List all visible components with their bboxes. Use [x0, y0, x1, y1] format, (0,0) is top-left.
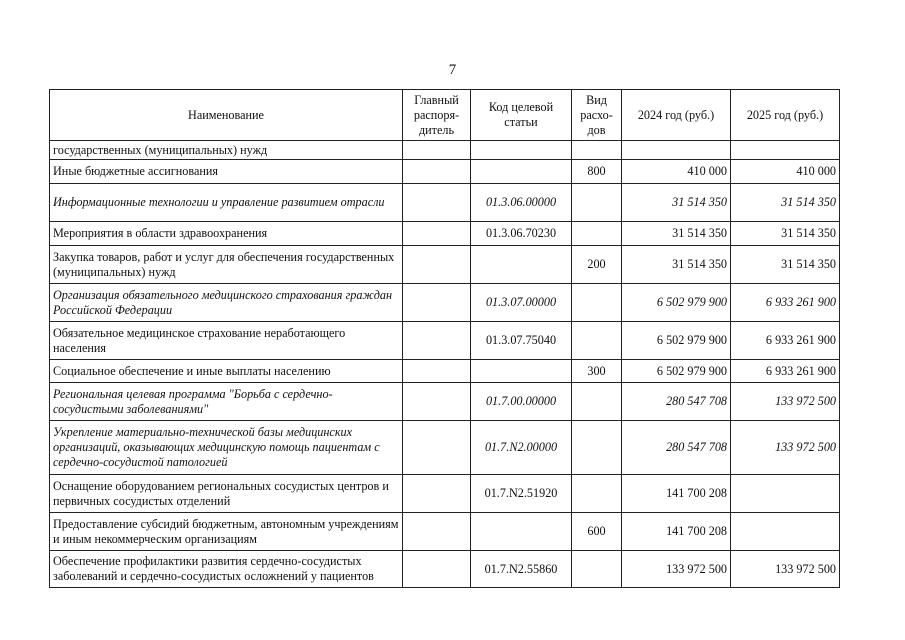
- row-2024: 410 000: [622, 160, 731, 184]
- table-row: [50, 383, 840, 421]
- row-name: Обязательное медицинское страхование неработающего населения: [50, 322, 403, 360]
- row-2025: [731, 513, 840, 551]
- row-2025: 133 972 500: [731, 421, 840, 475]
- row-code: 01.3.06.70230: [471, 222, 572, 246]
- row-vid: [572, 184, 622, 222]
- row-2025: 6 933 261 900: [731, 360, 840, 383]
- row-2024: 31 514 350: [622, 222, 731, 246]
- row-name: Иные бюджетные ассигнования: [50, 160, 403, 184]
- row-2025: 6 933 261 900: [731, 322, 840, 360]
- row-gr: [403, 222, 471, 246]
- row-code: [471, 160, 572, 184]
- row-2024: 6 502 979 900: [622, 322, 731, 360]
- row-2025: 6 933 261 900: [731, 284, 840, 322]
- row-code: 01.7.N2.00000: [471, 421, 572, 475]
- row-2025: [731, 141, 840, 160]
- table-row: [50, 222, 840, 246]
- row-name: Информационные технологии и управление развитием отрасли: [50, 184, 403, 222]
- row-code: 01.3.07.00000: [471, 284, 572, 322]
- table-row: [50, 322, 840, 360]
- row-gr: [403, 513, 471, 551]
- row-vid: [572, 141, 622, 160]
- row-name: Социальное обеспечение и иные выплаты населению: [50, 360, 403, 383]
- row-name: Обеспечение профилактики развития сердечно-сосудистых заболеваний и сердечно-сосудистых осложнений у пациентов: [50, 551, 403, 588]
- row-name: Организация обязательного медицинского страхования граждан Российской Федерации: [50, 284, 403, 322]
- row-code: 01.3.06.00000: [471, 184, 572, 222]
- row-code: 01.7.N2.55860: [471, 551, 572, 588]
- row-2024: 31 514 350: [622, 246, 731, 284]
- row-name: Мероприятия в области здравоохранения: [50, 222, 403, 246]
- row-vid: 300: [572, 360, 622, 383]
- row-gr: [403, 551, 471, 588]
- table-row: [50, 513, 840, 551]
- row-gr: [403, 246, 471, 284]
- row-2024: 6 502 979 900: [622, 284, 731, 322]
- table-row: [50, 421, 840, 475]
- row-code: 01.7.00.00000: [471, 383, 572, 421]
- header-vid: Вид расхо-дов: [572, 90, 622, 141]
- row-vid: 800: [572, 160, 622, 184]
- row-code: [471, 513, 572, 551]
- row-name: государственных (муниципальных) нужд: [50, 141, 403, 160]
- row-code: [471, 246, 572, 284]
- row-2024: [622, 141, 731, 160]
- header-2024: 2024 год (руб.): [622, 90, 731, 141]
- row-2024: 141 700 208: [622, 475, 731, 513]
- row-2024: 31 514 350: [622, 184, 731, 222]
- row-2024: 141 700 208: [622, 513, 731, 551]
- budget-table: [49, 89, 840, 588]
- row-name: Закупка товаров, работ и услуг для обеспечения государственных (муниципальных) нужд: [50, 246, 403, 284]
- table-row: [50, 246, 840, 284]
- row-gr: [403, 322, 471, 360]
- page-number: 7: [448, 62, 457, 78]
- row-2025: [731, 475, 840, 513]
- header-code: Код целевой статьи: [471, 90, 572, 141]
- row-gr: [403, 184, 471, 222]
- table-row: [50, 141, 840, 160]
- table-row: [50, 551, 840, 588]
- table-row: [50, 475, 840, 513]
- row-code: 01.7.N2.51920: [471, 475, 572, 513]
- row-vid: [572, 222, 622, 246]
- row-gr: [403, 421, 471, 475]
- row-gr: [403, 141, 471, 160]
- row-vid: [572, 475, 622, 513]
- row-2025: 133 972 500: [731, 551, 840, 588]
- row-gr: [403, 284, 471, 322]
- row-name: Оснащение оборудованием региональных сосудистых центров и первичных сосудистых отделений: [50, 475, 403, 513]
- table-row: [50, 284, 840, 322]
- row-2025: 31 514 350: [731, 184, 840, 222]
- row-2025: 133 972 500: [731, 383, 840, 421]
- row-vid: 600: [572, 513, 622, 551]
- row-vid: [572, 551, 622, 588]
- row-vid: [572, 284, 622, 322]
- header-glavny: Главный распоря-дитель: [403, 90, 471, 141]
- row-2025: 410 000: [731, 160, 840, 184]
- row-gr: [403, 475, 471, 513]
- row-gr: [403, 160, 471, 184]
- table-header-row: [50, 90, 840, 141]
- row-gr: [403, 383, 471, 421]
- table-row: [50, 160, 840, 184]
- row-2024: 280 547 708: [622, 383, 731, 421]
- table-row: [50, 184, 840, 222]
- row-2025: 31 514 350: [731, 246, 840, 284]
- row-vid: [572, 421, 622, 475]
- header-2025: 2025 год (руб.): [731, 90, 840, 141]
- row-code: [471, 141, 572, 160]
- row-2025: 31 514 350: [731, 222, 840, 246]
- row-gr: [403, 360, 471, 383]
- row-vid: [572, 383, 622, 421]
- row-code: 01.3.07.75040: [471, 322, 572, 360]
- row-2024: 6 502 979 900: [622, 360, 731, 383]
- row-name: Укрепление материально-технической базы медицинских организаций, оказывающих медицинскую помощь пациентам с сердечно-сосудистой патологией: [50, 421, 403, 475]
- header-name: Наименование: [50, 90, 403, 141]
- row-name: Предоставление субсидий бюджетным, автономным учреждениям и иным некоммерческим организациям: [50, 513, 403, 551]
- row-vid: 200: [572, 246, 622, 284]
- row-vid: [572, 322, 622, 360]
- row-name: Региональная целевая программа "Борьба с сердечно-сосудистыми заболеваниями": [50, 383, 403, 421]
- table-row: [50, 360, 840, 383]
- row-2024: 133 972 500: [622, 551, 731, 588]
- row-code: [471, 360, 572, 383]
- row-2024: 280 547 708: [622, 421, 731, 475]
